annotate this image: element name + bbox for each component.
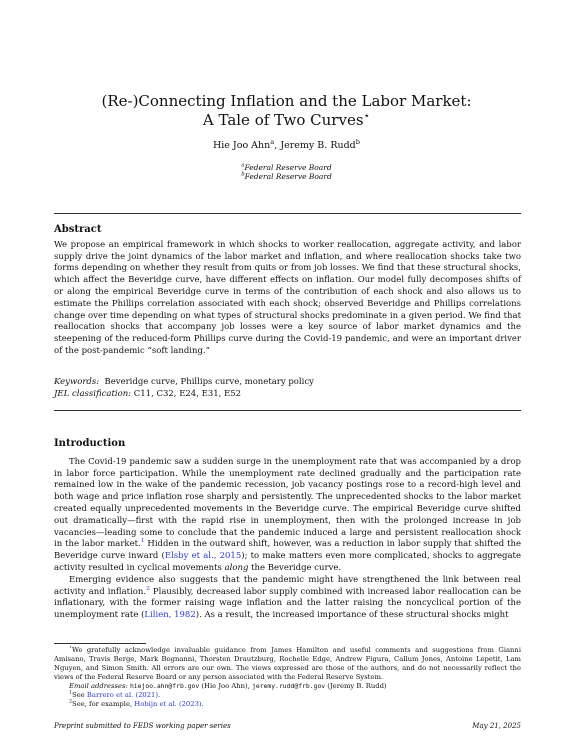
footnote-2: $^2$See, for example, Hobijn et al. (2023). bbox=[69, 699, 204, 708]
email-ahn[interactable]: hiejoo.ahn@frb.gov bbox=[129, 682, 200, 690]
author-1: Hie Joo Ahn bbox=[212, 140, 271, 151]
introduction-heading: Introduction bbox=[54, 438, 126, 449]
author-2: Jeremy B. Rudd bbox=[280, 140, 356, 151]
citation-barrero-2021[interactable]: Barrero et al. (2021) bbox=[86, 691, 159, 699]
abstract-top-rule bbox=[54, 213, 521, 214]
affiliation-b: $^b$Federal Reserve Board bbox=[241, 171, 332, 181]
citation-lilien-1982[interactable]: Lilien, 1982 bbox=[144, 610, 196, 621]
jel-label: JEL classification: bbox=[54, 388, 132, 399]
footnotes bbox=[54, 646, 521, 709]
paper-title bbox=[0, 92, 573, 130]
title-line-1: (Re-)Connecting Inflation and the Labor Market: bbox=[101, 92, 472, 110]
citation-elsby-2015[interactable]: Elsby et al., 2015 bbox=[164, 551, 242, 562]
footnote-ref-1[interactable]: 1 bbox=[140, 537, 145, 545]
keywords-value: Beveridge curve, Phillips curve, monetary policy bbox=[104, 377, 314, 387]
keywords-block bbox=[54, 377, 521, 400]
abstract-heading: Abstract bbox=[54, 224, 102, 235]
keywords-label: Keywords: bbox=[54, 377, 100, 387]
jel-value: C11, C32, E24, E31, E52 bbox=[133, 388, 242, 399]
intro-paragraph-1: The Covid-19 pandemic saw a sudden surge in the unemployment rate that was accompanied by a drop in labor force participation. While the unemployment rate declined gradually and the participation rate remained low in the wake of the pandemic recession, job vacancy postings rose to a record-high level and both wage and price inflation rose sharply and persistently. The unprecedented shocks to the labor market created equally unprecedented movements in the Beveridge curve. The empirical Beveridge curve shifted out dramatically—first with the rapid rise in unemployment, then with the prolonged increase in job vacancies—leading some to conclude that the pandemic induced a large and persistent reallocation shock in the labor market.$^1$ Hidden in the outward shift, however, was a reduction in labor supply that shifted the Beveridge curve inward (Elsby et al., 2015); to make matters even more complicated, shocks to aggregate activity resulted in cyclical movements along the Beveridge curve. bbox=[54, 456, 522, 573]
title-footnote-mark: ⋆ bbox=[363, 110, 371, 122]
author-2-affiliation-mark: b bbox=[355, 137, 361, 146]
citation-hobijn-2023[interactable]: Hobijn et al. (2023) bbox=[134, 700, 202, 708]
abstract-text: We propose an empirical framework in which shocks to worker reallocation, aggregate activity, and labor supply drive the joint dynamics of the labor market and inflation, and where reallocation shocks take two forms depending on whether they result from quits or from job losses. We find that these structural shocks, which affect the Beveridge curve, have different effects on inflation. Our model fully decomposes shifts of or along the empirical Beveridge curve in terms of the contribution of each shock and also allows us to estimate the Phillips correlation associated with each shock; observed Beveridge and Phillips correlations change over time depending on what types of structural shocks predominate in a given period. We find that reallocation shocks that accompany job losses were a key source of labor market dynamics and the steepening of the reduced-form Phillips curve during the Covid-19 pandemic, and were an important driver of the post-pandemic “soft landing.” bbox=[54, 239, 521, 356]
footnote-ref-2[interactable]: 2 bbox=[146, 584, 150, 592]
footnote-1: $^1$See Barrero et al. (2021). bbox=[69, 690, 161, 699]
abstract bbox=[54, 224, 521, 358]
author-1-affiliation-mark: a bbox=[270, 137, 275, 146]
affiliation-a: $^a$Federal Reserve Board bbox=[241, 162, 332, 172]
footnote-rule bbox=[54, 643, 146, 644]
author-list: Hie Joo Ahn$^a$, Jeremy B. Rudd$^b$ bbox=[212, 137, 361, 151]
date: May 21, 2025 bbox=[472, 722, 521, 730]
title-line-2: A Tale of Two Curves bbox=[202, 111, 364, 129]
acknowledgement-footnote: ⋆We gratefully acknowledge invaluable guidance from James Hamilton and useful comments and suggestions from Gianni Amisano, Travis Berge, Mark Bognanni, Thorsten Drautzburg, Rochelle Edge, Andrew Figura, Callum Jones, Antoine Lepetit, Lam Nguyen, and Simon Smith. All errors are our own. The views expressed are those of the authors, and do not necessarily reflect the views of the Federal Reserve Board or any person associated with the Federal Reserve System. bbox=[54, 645, 521, 681]
preprint-note: Preprint submitted to FEDS working paper series bbox=[54, 722, 231, 730]
intro-paragraph-2: Emerging evidence also suggests that the pandemic might have strengthened the link between real activity and inflation.$^2$ Plausibly, decreased labor supply combined with increased labor reallocation can be inflationary, with the former raising wage inflation and the latter raising the noncyclical portion of the unemployment rate (Lilien, 1982). As a result, the increased importance of these structural shocks might bbox=[54, 574, 521, 621]
introduction-section bbox=[54, 438, 521, 622]
email-rudd[interactable]: jeremy.rudd@frb.gov bbox=[252, 682, 326, 690]
abstract-bottom-rule bbox=[54, 410, 521, 411]
email-footnote: Email addresses: hiejoo.ahn@frb.gov (Hie Joo Ahn), jeremy.rudd@frb.gov (Jeremy B. Rudd) bbox=[69, 682, 387, 690]
